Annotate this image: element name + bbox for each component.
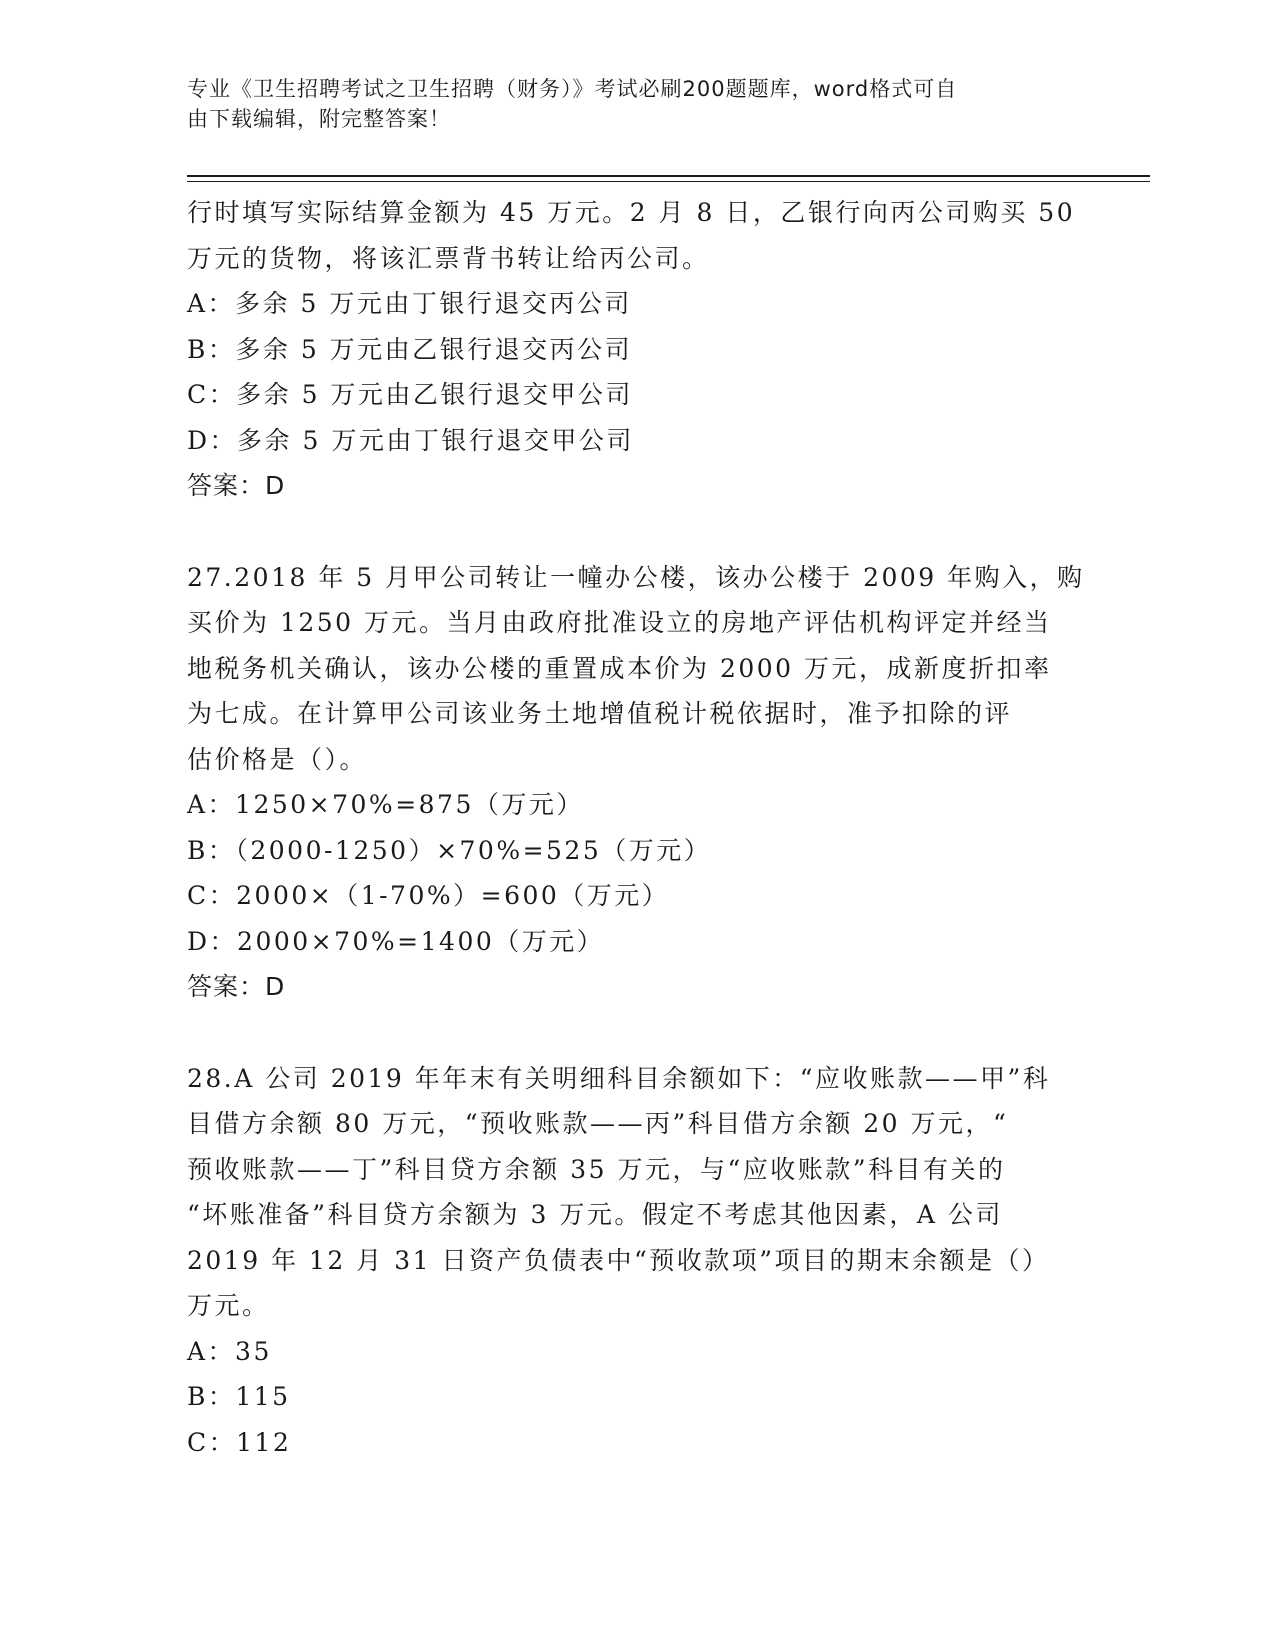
header-rule-thin — [187, 181, 1150, 182]
question-28-option-a: A：35 — [187, 1336, 272, 1366]
question-28-option-c: C：112 — [187, 1427, 292, 1457]
question-27 — [187, 555, 1087, 1010]
question-28-text-line: 28.A 公司 2019 年年末有关明细科目余额如下：“应收账款——甲”科 — [187, 1063, 1051, 1093]
document-body — [187, 190, 1087, 1465]
question-27-option-c: C：2000×（1-70%）=600（万元） — [187, 881, 670, 910]
question-27-text-line: 估价格是（）。 — [187, 744, 368, 774]
question-28-option-b: B：115 — [187, 1382, 291, 1411]
question-28-text-line: 预收账款——丁”科目贷方余额 35 万元，与“应收账款”科目有关的 — [187, 1154, 1006, 1184]
question-28-text-line: “坏账准备”科目贷方余额为 3 万元。假定不考虑其他因素，A 公司 — [187, 1200, 1003, 1229]
question-26-option-d: D：多余 5 万元由丁银行退交甲公司 — [187, 425, 634, 455]
question-26 — [187, 190, 1087, 509]
question-26-text-line: 行时填写实际结算金额为 45 万元。2 月 8 日，乙银行向丙公司购买 50 — [187, 198, 1076, 227]
document-header — [187, 74, 1067, 134]
question-26-option-b: B：多余 5 万元由乙银行退交丙公司 — [187, 334, 633, 364]
question-26-option-c: C：多余 5 万元由乙银行退交甲公司 — [187, 380, 633, 409]
question-26-text-line: 万元的货物，将该汇票背书转让给丙公司。 — [187, 243, 710, 273]
question-28 — [187, 1056, 1087, 1466]
question-27-text-line: 地税务机关确认，该办公楼的重置成本价为 2000 万元，成新度折扣率 — [187, 653, 1052, 683]
question-26-option-a: A：多余 5 万元由丁银行退交丙公司 — [187, 289, 632, 318]
question-27-option-d: D：2000×70%=1400（万元） — [187, 926, 605, 956]
header-title-line-2: 由下载编辑，附完整答案！ — [187, 107, 451, 131]
question-27-answer: 答案：D — [187, 972, 286, 1001]
question-27-option-b: B：（2000-1250）×70%=525（万元） — [187, 835, 712, 865]
header-title-line-1: 专业《卫生招聘考试之卫生招聘（财务）》考试必刷200题题库，word格式可自 — [187, 77, 958, 101]
question-27-text-line: 27.2018 年 5 月甲公司转让一幢办公楼，该办公楼于 2009 年购入，购 — [187, 562, 1085, 592]
question-spacer — [187, 1010, 1087, 1056]
question-28-text-line: 目借方余额 80 万元，“预收账款——丙”科目借方余额 20 万元，“ — [187, 1109, 1009, 1138]
question-28-text-line: 2019 年 12 月 31 日资产负债表中“预收款项”项目的期末余额是（） — [187, 1245, 1050, 1275]
question-28-text-line: 万元。 — [187, 1291, 270, 1320]
question-26-answer: 答案：D — [187, 471, 286, 500]
question-27-option-a: A：1250×70%=875（万元） — [187, 790, 584, 819]
question-27-text-line: 买价为 1250 万元。当月由政府批准设立的房地产评估机构评定并经当 — [187, 608, 1052, 637]
question-spacer — [187, 509, 1087, 555]
header-rule-thick — [187, 175, 1150, 177]
question-27-text-line: 为七成。在计算甲公司该业务土地增值税计税依据时，准予扣除的评 — [187, 699, 1013, 728]
